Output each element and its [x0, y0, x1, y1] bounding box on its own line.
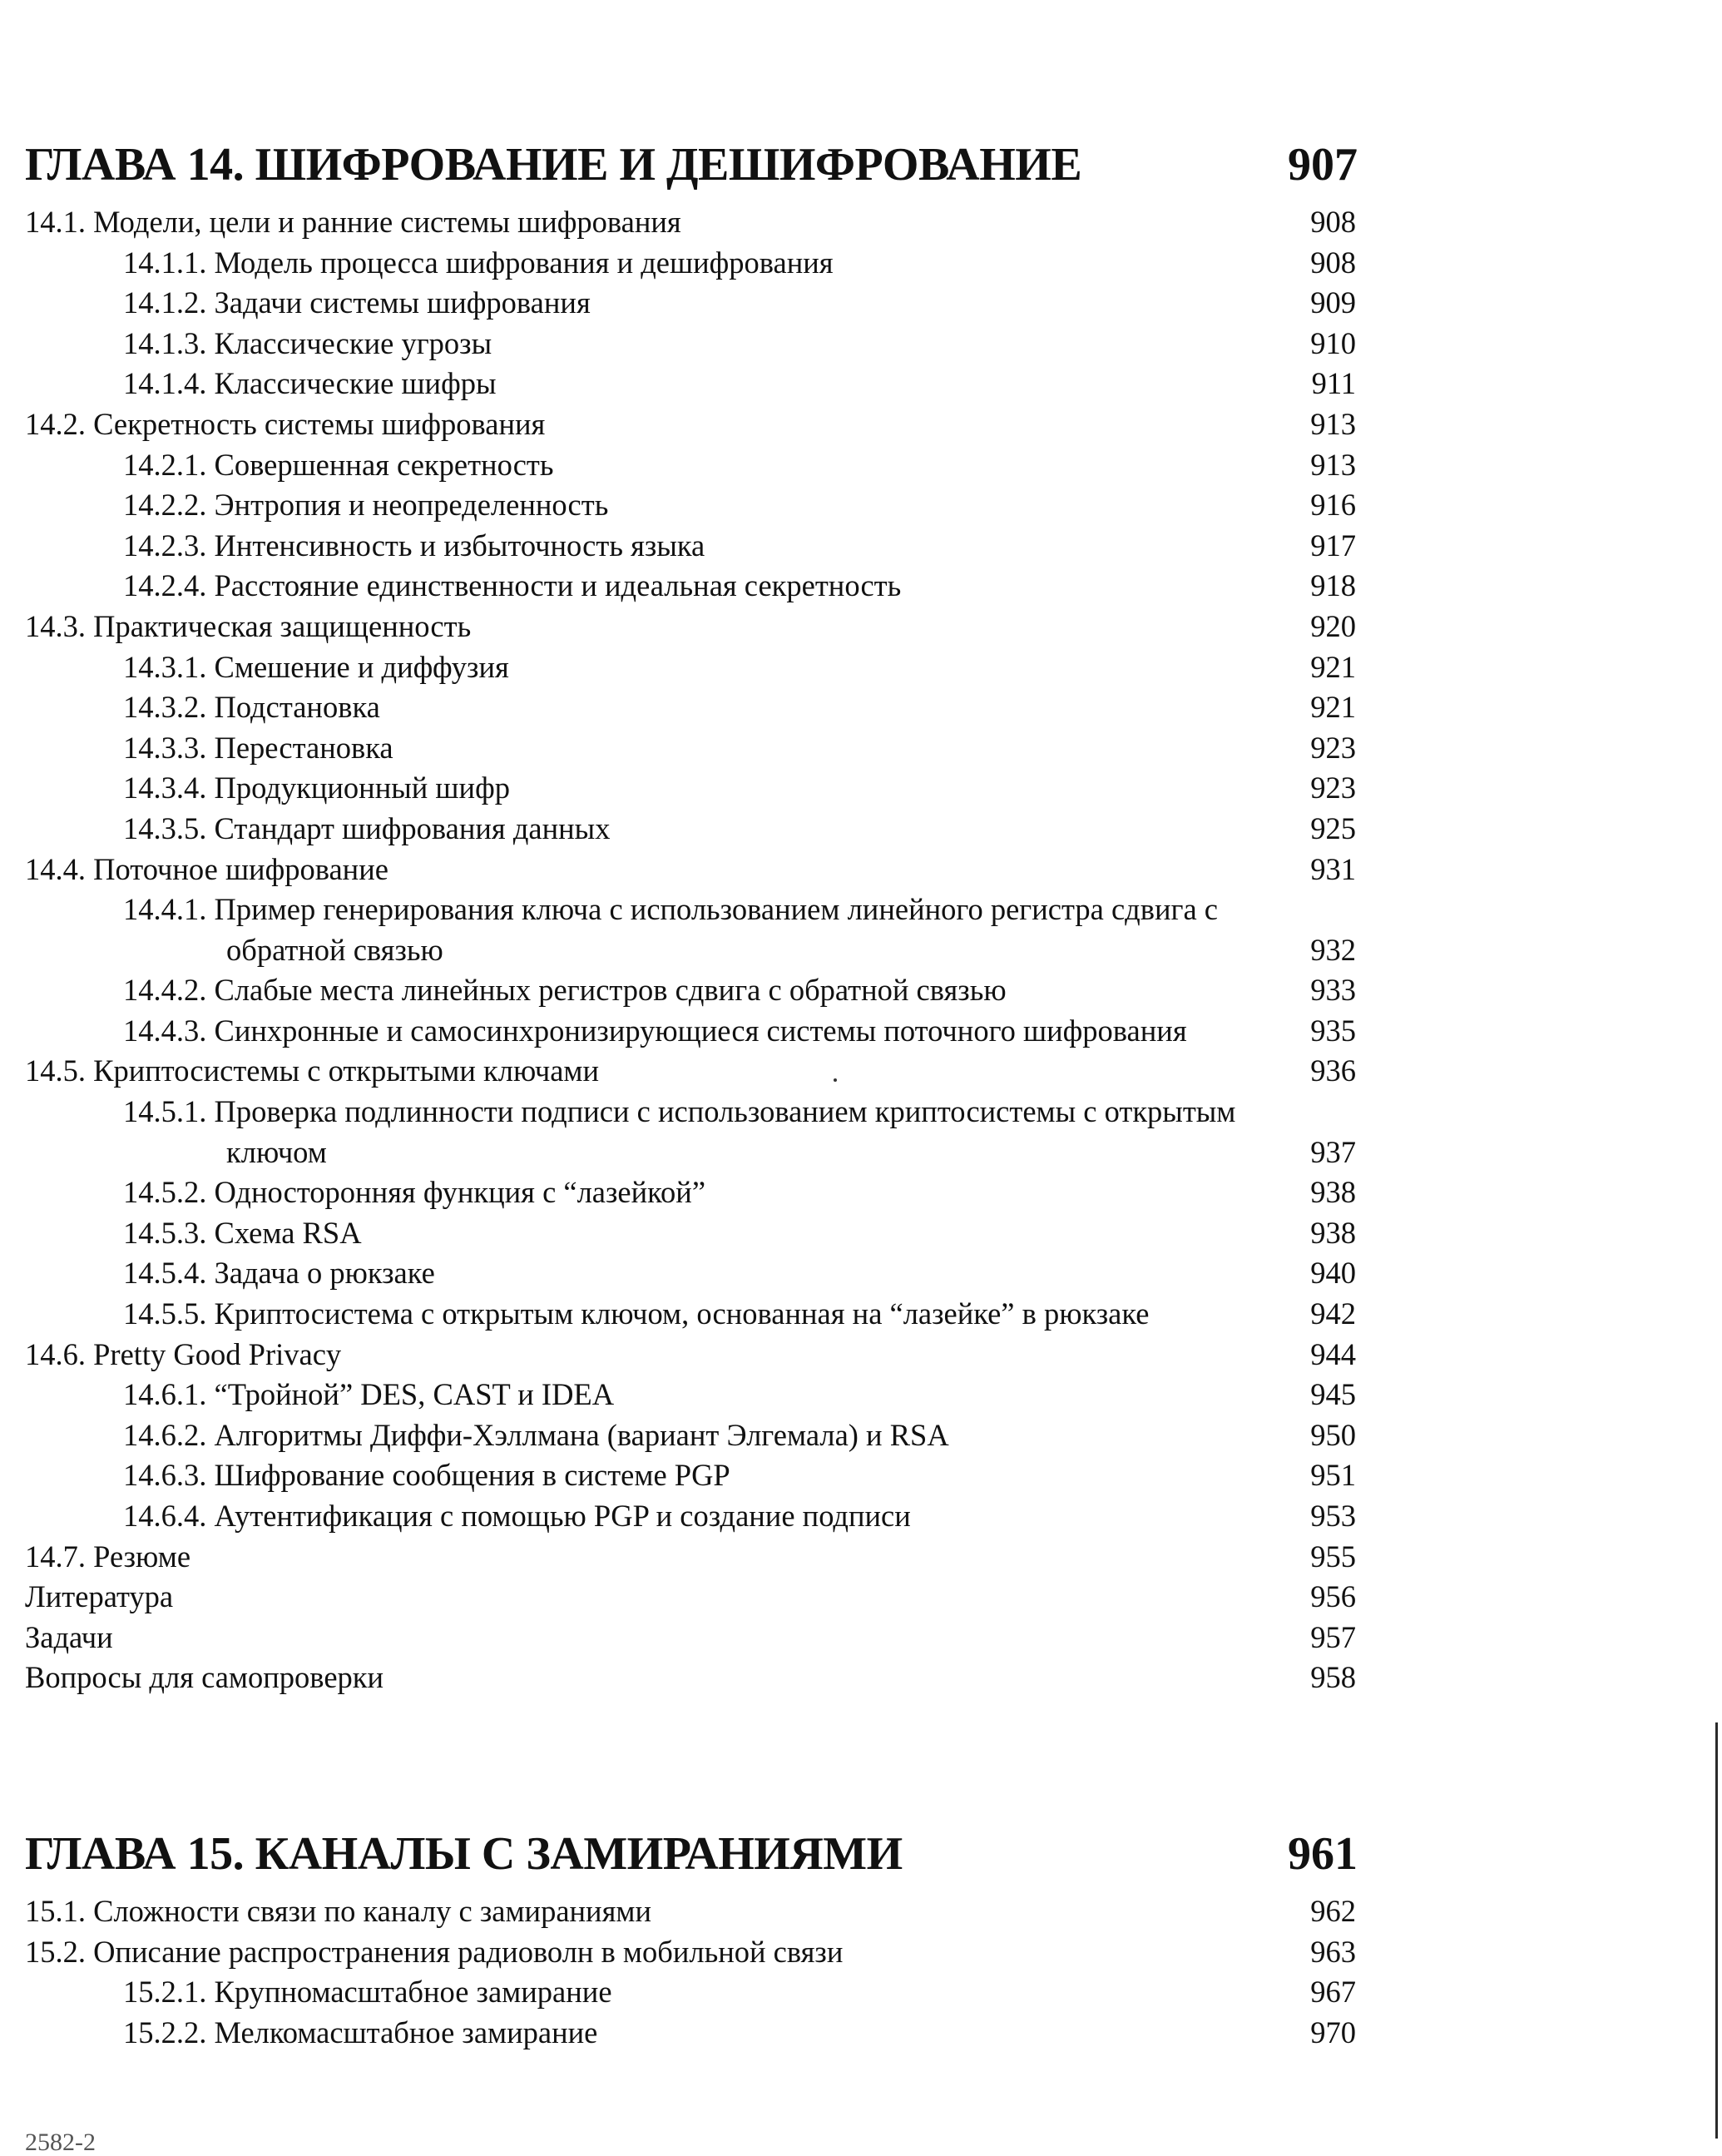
- toc-entry-page: 938: [1310, 1215, 1356, 1250]
- toc-entry-page: 950: [1310, 1417, 1356, 1452]
- toc-entry-page: 909: [1310, 285, 1356, 320]
- chapter-page-number: 961: [1288, 1828, 1358, 1880]
- toc-entry-page: 917: [1310, 528, 1356, 563]
- toc-entry: [25, 404, 1356, 445]
- toc-entry-page: 958: [1310, 1660, 1356, 1695]
- toc-entry: [25, 243, 1356, 284]
- toc-entry-page: 951: [1310, 1458, 1356, 1493]
- toc-entry-page: 937: [1310, 1134, 1356, 1169]
- toc-entry-text: 14.2.1. Совершенная секретность: [123, 447, 554, 482]
- toc-entry-page: 967: [1310, 1975, 1356, 2010]
- scan-speck: [834, 1078, 837, 1082]
- toc-entry: [25, 890, 1356, 970]
- toc-entry-text: 14.6.1. “Тройной” DES, CAST и IDEA: [123, 1377, 615, 1412]
- toc-entry: [25, 970, 1356, 1011]
- toc-entry-text: 14.5.3. Схема RSA: [123, 1215, 362, 1250]
- toc-entry: [25, 1011, 1356, 1052]
- toc-entry: [25, 364, 1356, 404]
- toc-entry: [25, 607, 1356, 647]
- toc-entry: [25, 768, 1356, 809]
- toc-entry-text: 14.6. Pretty Good Privacy: [25, 1336, 342, 1371]
- toc-entry-page: 918: [1310, 568, 1356, 603]
- toc-entry-text: 14.1.2. Задачи системы шифрования: [123, 285, 591, 320]
- toc-entry-page: 908: [1310, 245, 1356, 280]
- toc-entry: [25, 445, 1356, 486]
- toc-entry-page: 913: [1310, 447, 1356, 482]
- toc-entry-text: 15.2.1. Крупномасштабное замирание: [123, 1975, 612, 2010]
- toc-entry: [25, 1932, 1356, 1973]
- toc-entry-text: 14.3.1. Смешение и диффузия: [123, 649, 509, 684]
- toc-entry: [25, 809, 1356, 850]
- chapter-15-heading: [25, 1816, 1356, 1891]
- toc-entry-page: 910: [1310, 325, 1356, 360]
- toc-entry-text: 14.3.5. Стандарт шифрования данных: [123, 810, 611, 845]
- toc-entry-text: 14.2.3. Интенсивность и избыточность языка: [123, 528, 705, 563]
- toc-entry-text: 15.2. Описание распространения радиоволн в мобильной связи: [25, 1934, 844, 1969]
- toc-entry-page: 938: [1310, 1175, 1356, 1210]
- toc-entry-text: 14.6.4. Аутентификация с помощью PGP и создание подписи: [123, 1499, 911, 1533]
- toc-entry: [25, 2013, 1356, 2054]
- toc-entry-text: 14.6.2. Алгоритмы Диффи-Хэллмана (вариант Элгемала) и RSA: [123, 1417, 949, 1452]
- toc-entry-page: 920: [1310, 608, 1356, 643]
- toc-entry-page: 944: [1310, 1336, 1356, 1371]
- footer-marks: 2582-2: [25, 2129, 96, 2156]
- toc-entry-text: 15.1. Сложности связи по каналу с замираниями: [25, 1894, 652, 1928]
- toc-entry-text: Литература: [25, 1579, 174, 1614]
- chapter-14-section: [25, 127, 1356, 1698]
- toc-entry: [25, 1213, 1356, 1254]
- toc-entry-page: 923: [1310, 771, 1356, 805]
- page-edge-line: [1715, 1722, 1718, 2139]
- toc-entry-page: 911: [1311, 366, 1356, 401]
- toc-entry: [25, 1618, 1356, 1658]
- toc-entry-text: 14.5.5. Криптосистема с открытым ключом, основанная на “лазейке” в рюкзаке: [123, 1296, 1150, 1331]
- toc-entry: [25, 1577, 1356, 1618]
- toc-entry-text: 14.7. Резюме: [25, 1539, 191, 1574]
- toc-entry-text: 14.4.1. Пример генерирования ключа с использованием линейного регистра сдвига с обратной связью: [123, 892, 1218, 967]
- toc-entry: [25, 1335, 1356, 1375]
- toc-entry-text: 14.2. Секретность системы шифрования: [25, 406, 546, 441]
- toc-entry-text: Вопросы для самопроверки: [25, 1660, 384, 1695]
- toc-entry: [25, 324, 1356, 364]
- toc-entry-text: 14.5. Криптосистемы с открытыми ключами: [25, 1053, 600, 1088]
- toc-entry: [25, 1496, 1356, 1537]
- chapter-15-section: [25, 1816, 1356, 2053]
- toc-entry-text: 15.2.2. Мелкомасштабное замирание: [123, 2015, 598, 2049]
- toc-entry: [25, 1253, 1356, 1294]
- toc-entry-page: 945: [1310, 1377, 1356, 1412]
- chapter-title: ГЛАВА 15. КАНАЛЫ С ЗАМИРАНИЯМИ: [25, 1828, 903, 1880]
- toc-entry-page: 962: [1310, 1894, 1356, 1928]
- toc-entry-text: 14.5.2. Односторонняя функция с “лазейкой”: [123, 1175, 706, 1210]
- toc-entry-page: 931: [1310, 851, 1356, 886]
- toc-entry-text: 14.3. Практическая защищенность: [25, 608, 472, 643]
- toc-entry: [25, 202, 1356, 243]
- toc-entry-text: 14.3.3. Перестановка: [123, 730, 393, 765]
- toc-entry-text: 14.5.4. Задача о рюкзаке: [123, 1256, 435, 1291]
- toc-entry: [25, 1092, 1356, 1172]
- toc-entry-text: 14.4.2. Слабые места линейных регистров сдвига с обратной связью: [123, 973, 1007, 1008]
- toc-entry-text: 14.1.4. Классические шифры: [123, 366, 497, 401]
- toc-entry: [25, 283, 1356, 324]
- toc-entry-text: 14.4. Поточное шифрование: [25, 851, 388, 886]
- toc-entry-text: 14.3.2. Подстановка: [123, 690, 380, 725]
- toc-entry-page: 953: [1310, 1499, 1356, 1533]
- toc-entry: [25, 1455, 1356, 1496]
- toc-entry-text: 14.1. Модели, цели и ранние системы шифрования: [25, 205, 681, 239]
- toc-entry-text: 14.2.2. Энтропия и неопределенность: [123, 488, 609, 523]
- toc-entry: [25, 687, 1356, 728]
- toc-entry: [25, 1415, 1356, 1456]
- toc-entry: [25, 1658, 1356, 1698]
- toc-entry-page: 916: [1310, 488, 1356, 523]
- toc-entry: [25, 1051, 1356, 1092]
- toc-entry-text: 14.3.4. Продукционный шифр: [123, 771, 510, 805]
- toc-entry-page: 913: [1310, 406, 1356, 441]
- chapter-title: ГЛАВА 14. ШИФРОВАНИЕ И ДЕШИФРОВАНИЕ: [25, 139, 1082, 191]
- toc-entry-text: Задачи: [25, 1619, 113, 1654]
- toc-entry: [25, 1972, 1356, 2013]
- toc-entry-page: 942: [1310, 1296, 1356, 1331]
- toc-entry: [25, 1294, 1356, 1335]
- toc-entry-page: 925: [1310, 810, 1356, 845]
- toc-entry-text: 14.1.3. Классические угрозы: [123, 325, 492, 360]
- toc-entry-text: 14.1.1. Модель процесса шифрования и дешифрования: [123, 245, 834, 280]
- toc-entry: [25, 647, 1356, 688]
- toc-entry: [25, 1172, 1356, 1213]
- toc-entry-page: 956: [1310, 1579, 1356, 1614]
- toc-entry-page: 955: [1310, 1539, 1356, 1574]
- toc-entry-page: 963: [1310, 1934, 1356, 1969]
- toc-entry: [25, 526, 1356, 567]
- toc-entry-page: 921: [1310, 690, 1356, 725]
- toc-entry-page: 936: [1310, 1053, 1356, 1088]
- toc-entry-page: 957: [1310, 1619, 1356, 1654]
- toc-entry: [25, 1537, 1356, 1578]
- toc-entry-page: 933: [1310, 973, 1356, 1008]
- toc-entry: [25, 850, 1356, 890]
- toc-entry: [25, 485, 1356, 526]
- toc-entry-text: 14.6.3. Шифрование сообщения в системе PGP: [123, 1458, 730, 1493]
- chapter-14-heading: [25, 127, 1356, 202]
- toc-entry-text: 14.5.1. Проверка подлинности подписи с использованием криптосистемы с открытым ключом: [123, 1094, 1236, 1169]
- toc-entry: [25, 1891, 1356, 1932]
- toc-entry-page: 970: [1310, 2015, 1356, 2049]
- toc-entry: [25, 1375, 1356, 1415]
- toc-entry-page: 908: [1310, 205, 1356, 239]
- toc-entry-page: 932: [1310, 932, 1356, 967]
- chapter-page-number: 907: [1288, 139, 1358, 191]
- toc-entry-page: 923: [1310, 730, 1356, 765]
- toc-entry-text: 14.2.4. Расстояние единственности и идеальная секретность: [123, 568, 902, 603]
- toc-entry-page: 935: [1310, 1013, 1356, 1048]
- toc-entry-page: 921: [1310, 649, 1356, 684]
- toc-entry: [25, 728, 1356, 769]
- toc-entry-text: 14.4.3. Синхронные и самосинхронизирующиеся системы поточного шифрования: [123, 1013, 1187, 1048]
- toc-entry-page: 940: [1310, 1256, 1356, 1291]
- toc-entry: [25, 566, 1356, 607]
